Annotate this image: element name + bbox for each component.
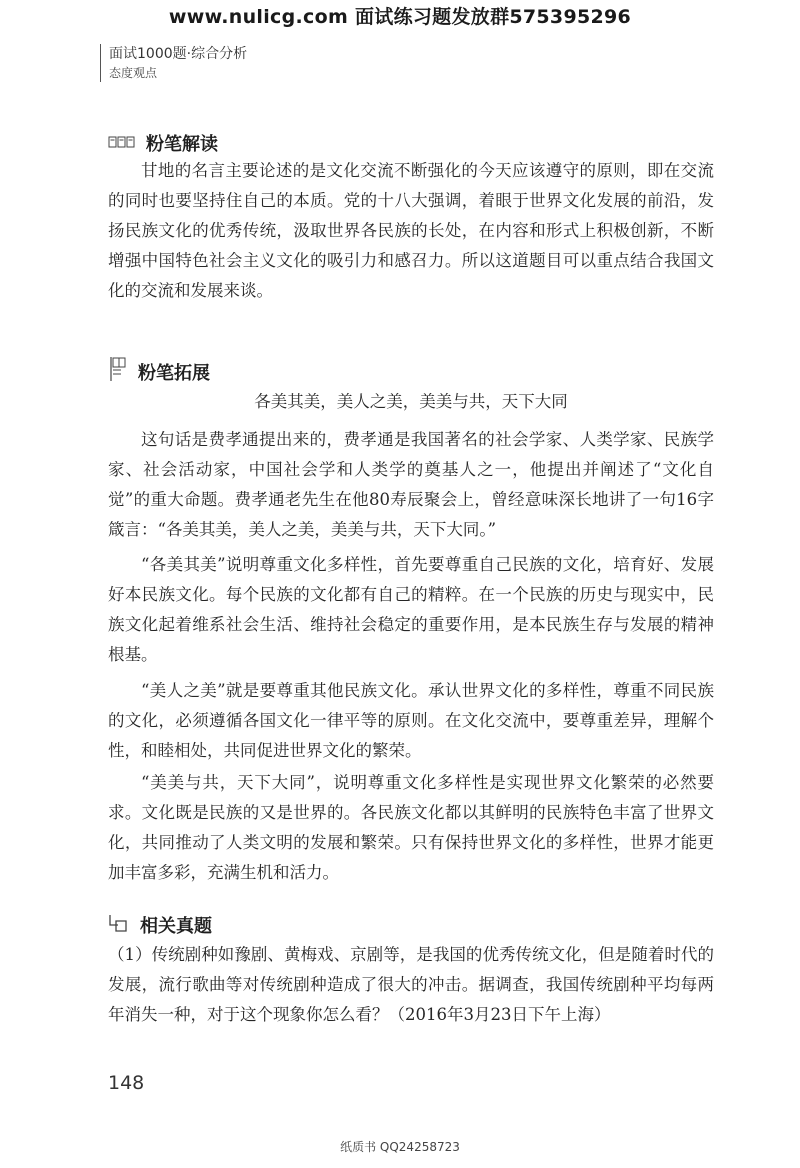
related-heading <box>108 912 212 938</box>
book-icon <box>108 133 136 154</box>
extension-heading <box>108 356 210 387</box>
related-question: （1）传统剧种如豫剧、黄梅戏、京剧等，是我国的优秀传统文化，但是随着时代的发展，流行歌曲等对传统剧种造成了很大的冲击。据调查，我国传统剧种平均每两年消失一种，对于这个现象你怎么看？（2016年3月23日下午上海） <box>108 945 714 1024</box>
running-head <box>100 44 247 82</box>
extension-paragraph: “各美其美”说明尊重文化多样性，首先要尊重自己民族的文化，培育好、发展好本民族文化。每个民族的文化都有自己的精粹。在一个民族的历史与现实中，民族文化起着维系社会生活、维持社会稳定的重要作用，是本民族生存与发展的精神根基。 <box>108 555 714 664</box>
section-subtitle: 态度观点 <box>109 66 158 80</box>
extension-paragraph: 这句话是费孝通提出来的，费孝通是我国著名的社会学家、人类学家、民族学家、社会活动家，中国社会学和人类学的奠基人之一，他提出并阐述了“文化自觉”的重大命题。费孝通老先生在他80寿辰聚会上，曾经意味深长地讲了一句16字箴言：“各美其美，美人之美，美美与共，天下大同。” <box>108 430 714 539</box>
top-banner: www.nulicg.com 面试练习题发放群575395296 <box>168 6 632 28</box>
related-title: 相关真题 <box>140 916 212 937</box>
extension-quote: 各美其美，美人之美，美美与共，天下大同 <box>254 392 568 411</box>
interpretation-heading <box>108 130 218 156</box>
interpretation-title: 粉笔解读 <box>146 134 218 155</box>
extension-paragraph: “美人之美”就是要尊重其他民族文化。承认世界文化的多样性，尊重不同民族的文化，必须遵循各国文化一律平等的原则。在文化交流中，要尊重差异，理解个性，和睦相处，共同促进世界文化的繁荣。 <box>108 681 714 760</box>
bookmark-icon <box>108 356 128 387</box>
book-title: 面试1000题·综合分析 <box>109 46 248 62</box>
extension-paragraph: “美美与共，天下大同”，说明尊重文化多样性是实现世界文化繁荣的必然要求。文化既是民族的又是世界的。各民族文化都以其鲜明的民族特色丰富了世界文化，共同推动了人类文明的发展和繁荣。只有保持世界文化的多样性，世界才能更加丰富多彩，充满生机和活力。 <box>108 773 714 882</box>
link-icon <box>108 913 130 938</box>
interpretation-text: 甘地的名言主要论述的是文化交流不断强化的今天应该遵守的原则，即在交流的同时也要坚持住自己的本质。党的十八大强调，着眼于世界文化发展的前沿，发扬民族文化的优秀传统，汲取世界各民族的长处，在内容和形式上积极创新，不断增强中国特色社会主义文化的吸引力和感召力。所以这道题目可以重点结合我国文化的交流和发展来谈。 <box>108 161 714 300</box>
footer-note: 纸质书 QQ24258723 <box>340 1140 460 1154</box>
page-number: 148 <box>108 1072 145 1094</box>
extension-title: 粉笔拓展 <box>138 362 210 384</box>
